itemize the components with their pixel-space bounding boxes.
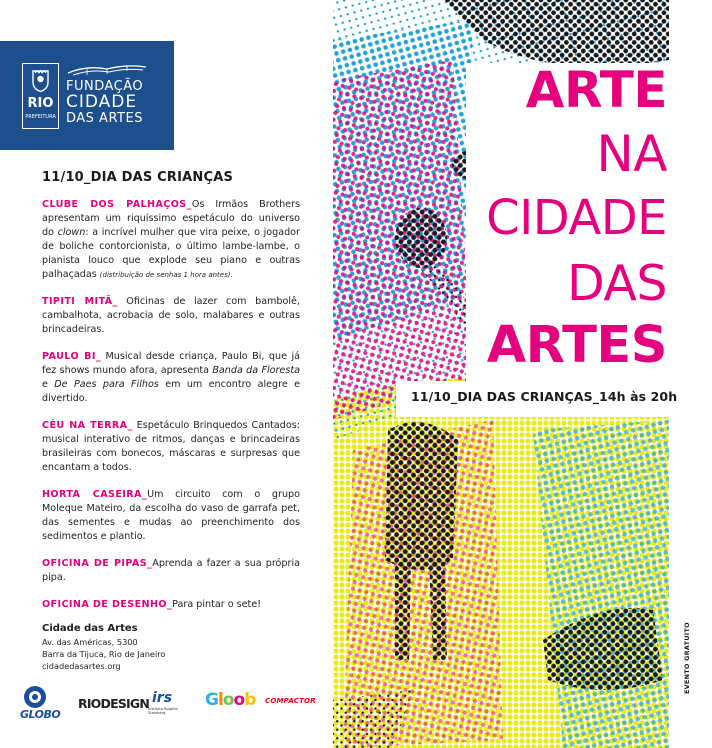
building-roof-icon — [67, 63, 147, 77]
poster-tagline: 11/10_DIA DAS CRIANÇAS_14h às 20h — [411, 389, 678, 404]
foundation-name-line2: CIDADE — [66, 92, 138, 112]
item-title: OFICINA DE DESENHO_ — [42, 599, 173, 610]
address-line2: Barra da Tijuca, Rio de Janeiro — [42, 649, 166, 659]
rio-prefeitura-seal — [22, 63, 59, 129]
gloob-letter: o — [233, 690, 245, 710]
item-text: Um circuito com o grupo Moleque Mateiro, da escolha do vaso de garrafa pet, das sementes e mudas ao preenchimento dos sedimentos e plantio. — [42, 489, 300, 542]
program-item-clube-dos-palhacos — [42, 198, 300, 282]
item-text: em um encontro alegre e divertido. — [42, 379, 301, 404]
irs-logo-subtitle: Instituto Rogerio Steinberg — [148, 707, 178, 715]
gloob-letter: o — [222, 690, 234, 710]
irs-logo: irs — [152, 690, 173, 706]
address-line1: Av. das Américas, 5300 — [42, 637, 138, 647]
program-item-oficina-de-desenho — [42, 598, 300, 612]
item-text: e — [42, 379, 55, 390]
item-text: Para pintar o sete! — [172, 599, 262, 610]
item-text: Oficinas de lazer com bambolê, cambalhota, acrobacia de solo, malabares e outras brincadeiras. — [42, 296, 300, 335]
gloob-letter: b — [244, 690, 256, 710]
crest-icon — [31, 69, 50, 93]
foundation-name-line1: FUNDAÇÃO — [66, 79, 144, 94]
item-text: Musical desde criança, Paulo Bi, que já fez shows mundo afora, apresenta — [42, 351, 300, 376]
item-title: HORTA CASEIRA_ — [42, 489, 148, 500]
program-item-tipiti-mita — [42, 295, 300, 337]
item-title: OFICINA DE PIPAS_ — [42, 558, 153, 569]
gloob-letter: l — [217, 690, 223, 710]
poster-title-line2: NA — [596, 125, 667, 183]
riodesign-logo: RIODESIGN — [78, 696, 149, 711]
poster-title-line1: ARTE — [525, 61, 667, 119]
item-text: : a incrível mulher que vira peixe, o jogador de boliche contorcionista, o último lambe-lambe, o pianista louco que explode seu piano e outras palhaçadas — [42, 227, 300, 280]
gloob-logo — [205, 690, 255, 710]
program-content — [42, 170, 300, 625]
program-item-paulo-bi — [42, 350, 300, 406]
venue-website[interactable]: cidadedasartes.org — [42, 661, 121, 671]
free-event-note: EVENTO GRATUITO — [683, 622, 691, 694]
compactor-logo: COMPACTOR — [265, 697, 316, 705]
item-text: Aprenda a fazer a sua própria pipa. — [42, 558, 300, 583]
item-title: CLUBE DOS PALHAÇOS_ — [42, 199, 192, 210]
item-title: PAULO BI_ — [42, 351, 102, 362]
venue-address — [42, 621, 262, 672]
poster-title-line5: ARTES — [486, 316, 667, 375]
item-note: (distribuição de senhas 1 hora antes). — [99, 271, 233, 279]
program-item-ceu-na-terra — [42, 419, 300, 475]
venue-name: Cidade das Artes — [42, 623, 138, 634]
fundacao-logo — [0, 41, 174, 150]
program-item-horta-caseira — [42, 488, 300, 544]
sponsor-logos — [20, 684, 320, 724]
globo-logo-text: GLOBO — [20, 708, 61, 721]
gloob-letter: G — [205, 690, 218, 710]
foundation-name-line3: DAS ARTES — [66, 111, 143, 126]
item-emphasis: De Paes para Filhos — [54, 379, 159, 390]
program-item-oficina-de-pipas — [42, 557, 300, 585]
item-title: CÉU NA TERRA_ — [42, 420, 133, 431]
poster-title-line4: DAS — [567, 255, 667, 312]
seal-rio-text: RIO — [27, 96, 54, 111]
item-emphasis: Banda da Floresta — [212, 365, 300, 376]
item-text: Os Irmãos Brothers apresentam um riquíssimo espetáculo do universo do — [42, 199, 301, 238]
globo-icon — [24, 686, 46, 708]
item-text: Espetáculo Brinquedos Cantados: musical interativo de ritmos, danças e brincadeiras brasileiras com bonecos, máscaras e surpresas que encantam a todos. — [42, 420, 300, 473]
seal-prefeitura-text: PREFEITURA — [25, 114, 56, 120]
foundation-name — [66, 79, 143, 126]
item-title: TIPITI MITÃ_ — [42, 296, 118, 307]
item-emphasis: clown — [57, 227, 86, 238]
date-heading: 11/10_DIA DAS CRIANÇAS — [42, 170, 234, 185]
poster-title-line3: CIDADE — [486, 190, 667, 246]
